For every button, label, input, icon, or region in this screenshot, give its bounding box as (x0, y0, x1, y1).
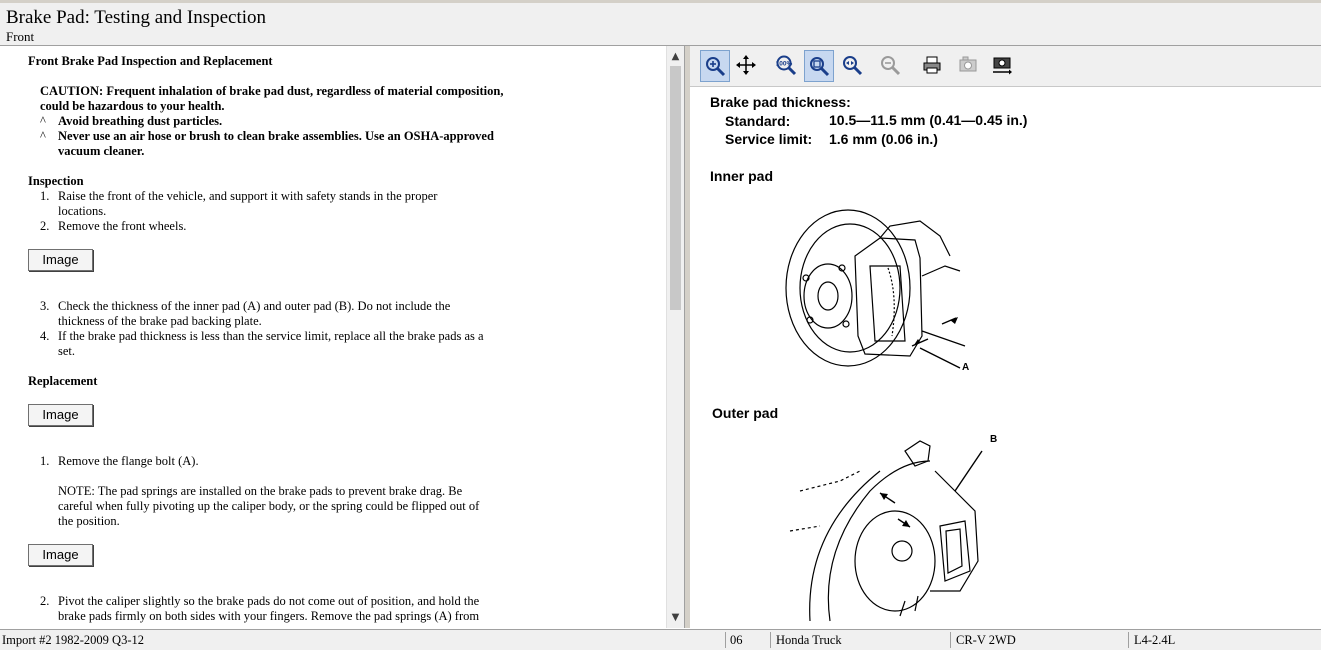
caution-bullet-1: Avoid breathing dust particles. (58, 114, 223, 128)
status-code: 06 (730, 633, 743, 647)
step-text: Pivot the caliper slightly so the brake pads do not come out of position, and hold the (58, 594, 480, 608)
zoom-out-button[interactable] (876, 50, 904, 80)
step-text: thickness of the brake pad backing plate. (58, 314, 262, 328)
note-line-1: NOTE: The pad springs are installed on the brake pads to prevent brake drag. Be (58, 484, 463, 498)
step-text: Remove the front wheels. (58, 219, 187, 233)
standard-label: Standard: (725, 113, 791, 129)
note-line-3: the position. (58, 514, 120, 528)
scrollbar-thumb[interactable] (670, 66, 681, 310)
service-limit-label: Service limit: (725, 131, 813, 147)
copy-image-icon (957, 54, 979, 76)
image-button[interactable]: Image (28, 404, 93, 426)
note-line-2: careful when fully pivoting up the caliper body, or the spring could be flipped out of (58, 499, 480, 513)
status-bar (0, 629, 1321, 650)
status-import: Import #2 1982-2009 Q3-12 (2, 633, 144, 647)
copy-image-button[interactable] (954, 50, 982, 80)
image-viewer-pane (690, 46, 1321, 628)
step-text: Check the thickness of the inner pad (A) and outer pad (B). Do not include the (58, 299, 451, 313)
page-title: Brake Pad: Testing and Inspection (6, 7, 267, 28)
inner-pad-illustration (780, 196, 1000, 376)
status-separator (725, 632, 726, 648)
print-button[interactable] (918, 50, 946, 80)
callout-a: A (962, 362, 970, 373)
actual-size-label: 100% (775, 60, 793, 68)
step-text: locations. (58, 204, 107, 218)
image-toolbar (690, 46, 1321, 87)
inner-pad-label: Inner pad (710, 168, 774, 184)
bullet-mark: ^ (40, 114, 46, 128)
callout-b: B (990, 434, 998, 445)
status-separator (1128, 632, 1129, 648)
status-separator (950, 632, 951, 648)
vertical-scrollbar[interactable] (666, 46, 684, 628)
save-image-icon (991, 54, 1013, 76)
step-number: 1. (40, 189, 50, 203)
page-subtitle: Front (6, 29, 35, 44)
status-model: CR-V 2WD (956, 633, 1016, 647)
caution-line-1: CAUTION: Frequent inhalation of brake pad dust, regardless of material composition, (40, 84, 504, 98)
standard-value: 10.5—11.5 mm (0.41—0.45 in.) (829, 112, 1028, 128)
service-limit-value: 1.6 mm (0.06 in.) (829, 131, 938, 147)
page-header (0, 3, 1321, 46)
print-icon (921, 54, 943, 76)
zoom-in-button[interactable] (700, 50, 730, 82)
step-number: 1. (40, 454, 50, 468)
image-button[interactable]: Image (28, 249, 93, 271)
pan-button[interactable] (732, 50, 760, 80)
actual-size-icon (775, 54, 797, 76)
step-text: Raise the front of the vehicle, and support it with safety stands in the proper (58, 189, 438, 203)
inspection-heading: Inspection (28, 174, 84, 188)
status-separator (770, 632, 771, 648)
scroll-up-arrow-icon[interactable]: ▲ (671, 51, 680, 62)
actual-size-button[interactable] (772, 50, 800, 80)
caution-line-2: could be hazardous to your health. (40, 99, 225, 113)
status-make: Honda Truck (776, 633, 842, 647)
step-text: set. (58, 344, 76, 358)
save-image-button[interactable] (988, 50, 1016, 80)
section-heading: Front Brake Pad Inspection and Replacement (28, 54, 273, 68)
step-text: brake pads firmly on both sides with your fingers. Remove the pad springs (A) from (58, 609, 480, 623)
fit-page-button[interactable] (804, 50, 834, 82)
fit-width-icon (841, 54, 863, 76)
step-text: Remove the flange bolt (A). (58, 454, 199, 468)
thickness-label: Brake pad thickness: (710, 94, 851, 110)
fit-page-icon (808, 55, 830, 77)
outer-pad-illustration (780, 431, 1020, 626)
pan-icon (735, 54, 757, 76)
caution-bullet-2-line-1: Never use an air hose or brush to clean brake assemblies. Use an OSHA-approved (58, 129, 494, 143)
step-text: If the brake pad thickness is less than the service limit, replace all the brake pads as a (58, 329, 484, 343)
caution-bullet-2-line-2: vacuum cleaner. (58, 144, 145, 158)
scroll-down-arrow-icon[interactable]: ▼ (671, 612, 680, 623)
zoom-in-icon (704, 55, 726, 77)
step-number: 3. (40, 299, 50, 313)
step-number: 2. (40, 219, 50, 233)
step-number: 2. (40, 594, 50, 608)
status-engine: L4-2.4L (1134, 633, 1176, 647)
bullet-mark: ^ (40, 129, 46, 143)
step-number: 4. (40, 329, 50, 343)
document-pane[interactable] (0, 46, 666, 628)
fit-width-button[interactable] (838, 50, 866, 80)
zoom-out-icon (879, 54, 901, 76)
outer-pad-label: Outer pad (712, 405, 779, 421)
replacement-heading: Replacement (28, 374, 98, 388)
image-button[interactable]: Image (28, 544, 93, 566)
